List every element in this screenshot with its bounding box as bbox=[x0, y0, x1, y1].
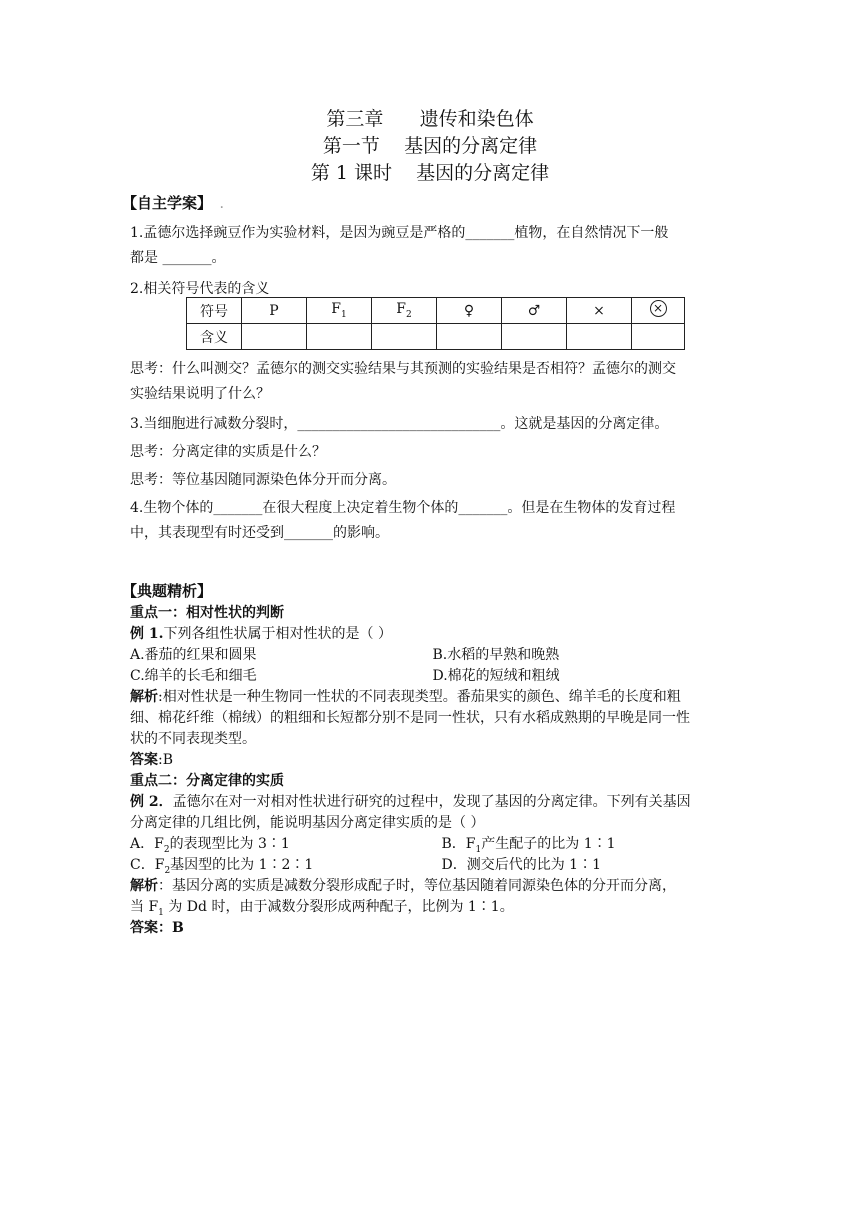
subscript: 2 bbox=[164, 865, 171, 876]
answer-label: 答案 bbox=[130, 920, 158, 936]
think-3: 思考：等位基因随同源染色体分开而分离。 bbox=[130, 472, 396, 488]
example-1-options-row-2 bbox=[130, 666, 735, 687]
selfing-symbol-cell bbox=[632, 298, 685, 324]
symbol-sub: 2 bbox=[405, 309, 412, 320]
title-block bbox=[0, 106, 860, 187]
meaning-cell bbox=[502, 324, 567, 350]
option-c-pre: C．F bbox=[130, 857, 165, 873]
analysis-label: 解析 bbox=[130, 878, 158, 894]
question-4-line-1: 4.生物个体的_______在很大程度上决定着生物个体的_______。但是在生物体的发育过程 bbox=[130, 500, 676, 516]
answer-label: 答案 bbox=[130, 752, 158, 768]
option-c-post: 基因型的比为 1∶2∶1 bbox=[170, 857, 314, 873]
table-row bbox=[187, 298, 685, 324]
meaning-cell bbox=[567, 324, 632, 350]
option-b: B.水稻的早熟和晚熟 bbox=[432, 647, 560, 663]
analysis-text: :相对性状是一种生物同一性状的不同表现类型。番茄果实的颜色、绵羊毛的长度和粗 bbox=[158, 689, 681, 705]
lesson-title: 第 1 课时 基因的分离定律 bbox=[310, 162, 550, 184]
question-1-line-1: 1.孟德尔选择豌豆作为实验材料，是因为豌豆是严格的_______植物，在自然情况下一般 bbox=[130, 225, 669, 241]
analysis-label: 解析 bbox=[130, 689, 158, 705]
symbol-f: F bbox=[331, 301, 341, 318]
option-a-pre: A．F bbox=[130, 836, 164, 852]
example-1-question bbox=[130, 624, 735, 645]
question-1-line-2: 都是 _______。 bbox=[130, 250, 226, 266]
example-1-analysis-line-1 bbox=[130, 687, 735, 708]
symbol-table bbox=[186, 297, 685, 350]
symbol-cell: P bbox=[242, 298, 307, 324]
row-header-symbol: 符号 bbox=[187, 298, 242, 324]
think-2: 思考：分离定律的实质是什么？ bbox=[130, 444, 326, 460]
table-row bbox=[187, 324, 685, 350]
self-study-section bbox=[122, 191, 735, 302]
option-b-post: 产生配子的比为 1∶1 bbox=[481, 836, 616, 852]
meaning-cell bbox=[307, 324, 372, 350]
examples-heading: 【典题精析】 bbox=[122, 582, 213, 600]
example-2-analysis-line-2 bbox=[130, 897, 735, 918]
section-title: 第一节 基因的分离定律 bbox=[322, 135, 538, 157]
example-2-text: 孟德尔在对一对相对性状进行研究的过程中，发现了基因的分离定律。下列有关基因 bbox=[172, 794, 691, 810]
self-study-heading: 【自主学案】 . bbox=[122, 194, 224, 212]
question-4-line-2: 中，其表现型有时还受到_______的影响。 bbox=[130, 525, 389, 541]
example-1-options-row-1 bbox=[130, 645, 735, 666]
option-c: C.绵羊的长毛和细毛 bbox=[130, 668, 257, 684]
meaning-cell bbox=[632, 324, 685, 350]
option-a-post: 的表现型比为 3∶1 bbox=[169, 836, 290, 852]
option-b-pre: B．F bbox=[441, 836, 476, 852]
example-1-analysis-line-2: 细、棉花纤维（棉绒）的粗细和长短都分别不是同一性状，只有水稻成熟期的早晚是同一性 bbox=[130, 710, 690, 726]
answer-text: ：B bbox=[158, 920, 184, 936]
symbol-sub: 1 bbox=[340, 309, 347, 320]
meaning-cell bbox=[242, 324, 307, 350]
option-d: D.棉花的短绒和粗绒 bbox=[432, 668, 560, 684]
selfing-icon: × bbox=[650, 300, 667, 317]
think-1-line-1: 思考：什么叫测交？孟德尔的测交实验结果与其预测的实验结果是否相符？孟德尔的测交 bbox=[130, 361, 676, 377]
example-2-question-line-1 bbox=[130, 792, 735, 813]
example-2-options-row-1 bbox=[130, 834, 735, 855]
analysis-post: 为 Dd 时，由于减数分裂形成两种配子，比例为 1∶1。 bbox=[163, 899, 514, 915]
meaning-cell bbox=[372, 324, 437, 350]
example-2-answer bbox=[130, 918, 735, 939]
cross-symbol-cell: × bbox=[567, 298, 632, 324]
subscript: 1 bbox=[475, 844, 482, 855]
example-1-text: 下列各组性状属于相对性状的是（ ） bbox=[163, 626, 392, 642]
female-symbol-cell: ♀ bbox=[437, 298, 502, 324]
example-2-options-row-2 bbox=[130, 855, 735, 876]
male-symbol-cell: ♂ bbox=[502, 298, 567, 324]
example-2-question-line-2: 分离定律的几组比例，能说明基因分离定律实质的是（ ） bbox=[130, 815, 485, 831]
point-2-heading: 重点二：分离定律的实质 bbox=[130, 773, 284, 789]
example-2-analysis-line-1 bbox=[130, 876, 735, 897]
example-1-label: 例 1. bbox=[130, 626, 164, 642]
symbol-cell bbox=[372, 298, 437, 324]
example-1-analysis-line-3: 状的不同表现类型。 bbox=[130, 731, 256, 747]
symbol-cell bbox=[307, 298, 372, 324]
point-1-heading: 重点一：相对性状的判断 bbox=[130, 605, 284, 621]
option-a bbox=[130, 834, 424, 855]
chapter-title: 第三章 遗传和染色体 bbox=[326, 108, 534, 130]
option-a: A.番茄的红果和圆果 bbox=[130, 647, 257, 663]
example-1-answer bbox=[130, 750, 735, 771]
symbol-f: F bbox=[396, 301, 406, 318]
option-c bbox=[130, 855, 424, 876]
example-2-label: 例 2． bbox=[130, 794, 173, 810]
answer-text: :B bbox=[158, 752, 174, 768]
analysis-pre: 当 F bbox=[130, 899, 159, 915]
think-1-line-2: 实验结果说明了什么？ bbox=[130, 386, 270, 402]
subscript: 2 bbox=[163, 844, 170, 855]
option-d: D．测交后代的比为 1∶1 bbox=[441, 857, 601, 873]
question-3: 3.当细胞进行减数分裂时，_____________________________。这就是基因的分离定律。 bbox=[130, 416, 669, 432]
question-2: 2.相关符号代表的含义 bbox=[130, 281, 270, 297]
row-header-meaning: 含义 bbox=[187, 324, 242, 350]
subscript: 1 bbox=[158, 907, 164, 918]
meaning-cell bbox=[437, 324, 502, 350]
option-b bbox=[424, 834, 736, 855]
self-study-continued bbox=[130, 357, 735, 546]
examples-section bbox=[122, 579, 735, 939]
analysis-text: ：基因分离的实质是减数分裂形成配子时，等位基因随着同源染色体的分开而分离， bbox=[158, 878, 676, 894]
